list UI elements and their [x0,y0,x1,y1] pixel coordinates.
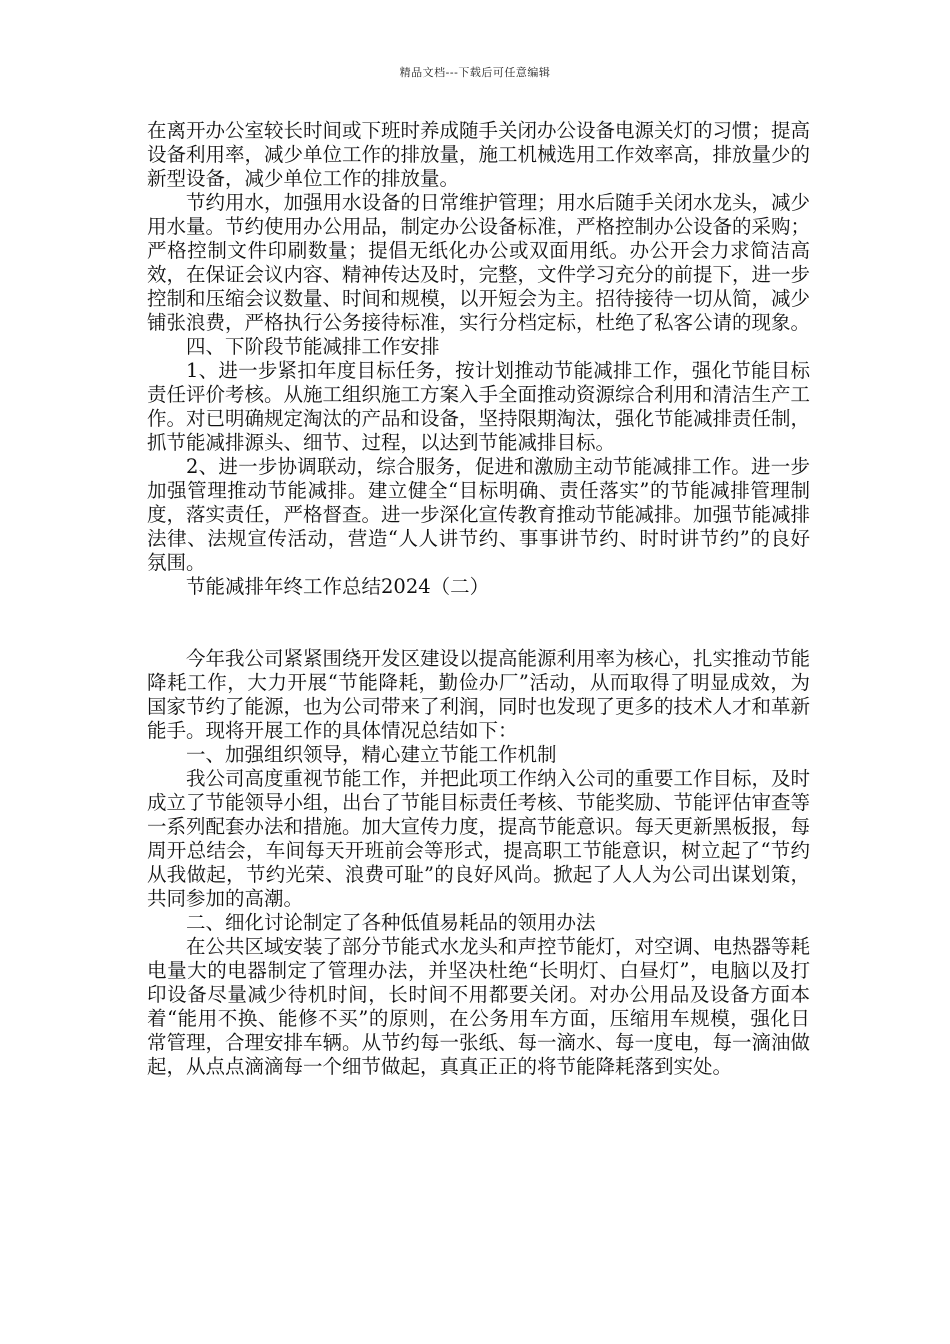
paragraph-consumables: 在公共区域安装了部分节能式水龙头和声控节能灯，对空调、电热器等耗电量大的电器制定了管理办法，并坚决杜绝“长明灯、白昼灯”，电脑以及打印设备尽量减少待机时间，长时间不用都要关闭。对办公用品及设备方面本着“能用不换、能修不买”的原则，在公务用车方面，压缩用车规模，强化日常管理，合理安排车辆。从节约每一张纸、每一滴水、每一度电，每一滴油做起，从点点滴滴每一个细节做起，真真正正的将节能降耗落到实处。 [147,935,811,1078]
section-heading-consumables: 二、细化讨论制定了各种低值易耗品的领用办法 [186,911,596,934]
paragraph-water-office-saving: 节约用水，加强用水设备的日常维护管理；用水后随手关闭水龙头，减少用水量。节约使用办公用品，制定办公设备标准，严格控制办公设备的采购；严格控制文件印刷数量；提倡无纸化办公或双面用纸。办公开会力求简洁高效，在保证会议内容、精神传达及时，完整，文件学习充分的前提下，进一步控制和压缩会议数量、时间和规模，以开短会为主。招待接待一切从简，减少铺张浪费，严格执行公务接待标准，实行分档定标，杜绝了私客公请的现象。 [147,191,811,334]
paragraph-continued: 在离开办公室较长时间或下班时养成随手关闭办公设备电源关灯的习惯；提高设备利用率，减少单位工作的排放量，施工机械选用工作效率高，排放量少的新型设备，减少单位工作的排放量。 [147,119,811,190]
paragraph-organization: 我公司高度重视节能工作，并把此项工作纳入公司的重要工作目标，及时成立了节能领导小组，出台了节能目标责任考核、节能奖励、节能评估审查等一系列配套办法和措施。加大宣传力度，提高节能意识。每天更新黑板报，每周开总结会，车间每天开班前会等形式，提高职工节能意识，树立起了“节约从我做起，节约光荣、浪费可耻”的良好风尚。掀起了人人为公司出谋划策，共同参加的高潮。 [147,767,811,910]
paragraph-item-1: 1、进一步紧扣年度目标任务，按计划推动节能减排工作，强化节能目标责任评价考核。从施工组织施工方案入手全面推动资源综合利用和清洁生产工作。对已明确规定淘汰的产品和设备，坚持限期淘汰，强化节能减排责任制，抓节能减排源头、细节、过程，以达到节能减排目标。 [147,359,811,454]
section-heading-next-stage: 四、下阶段节能减排工作安排 [186,335,440,358]
document-subtitle: 节能减排年终工作总结2024（二） [186,575,490,598]
paragraph-intro: 今年我公司紧紧围绕开发区建设以提高能源利用率为核心，扎实推动节能降耗工作，大力开展“节能降耗，勤俭办厂”活动，从而取得了明显成效，为国家节约了能源，也为公司带来了利润，同时也发现了更多的技术人才和革新能手。现将开展工作的具体情况总结如下： [147,647,811,742]
document-body [147,119,810,1079]
page-header: 精品文档---下载后可任意编辑 [399,66,551,79]
blank-line [147,599,810,647]
paragraph-item-2: 2、进一步协调联动，综合服务，促进和激励主动节能减排工作。进一步加强管理推动节能减排。建立健全“目标明确、责任落实”的节能减排管理制度，落实责任，严格督查。进一步深化宣传教育推动节能减排。加强节能减排法律、法规宣传活动，营造“人人讲节约、事事讲节约、时时讲节约”的良好氛围。 [147,455,811,574]
section-heading-organization: 一、加强组织领导，精心建立节能工作机制 [186,743,557,766]
